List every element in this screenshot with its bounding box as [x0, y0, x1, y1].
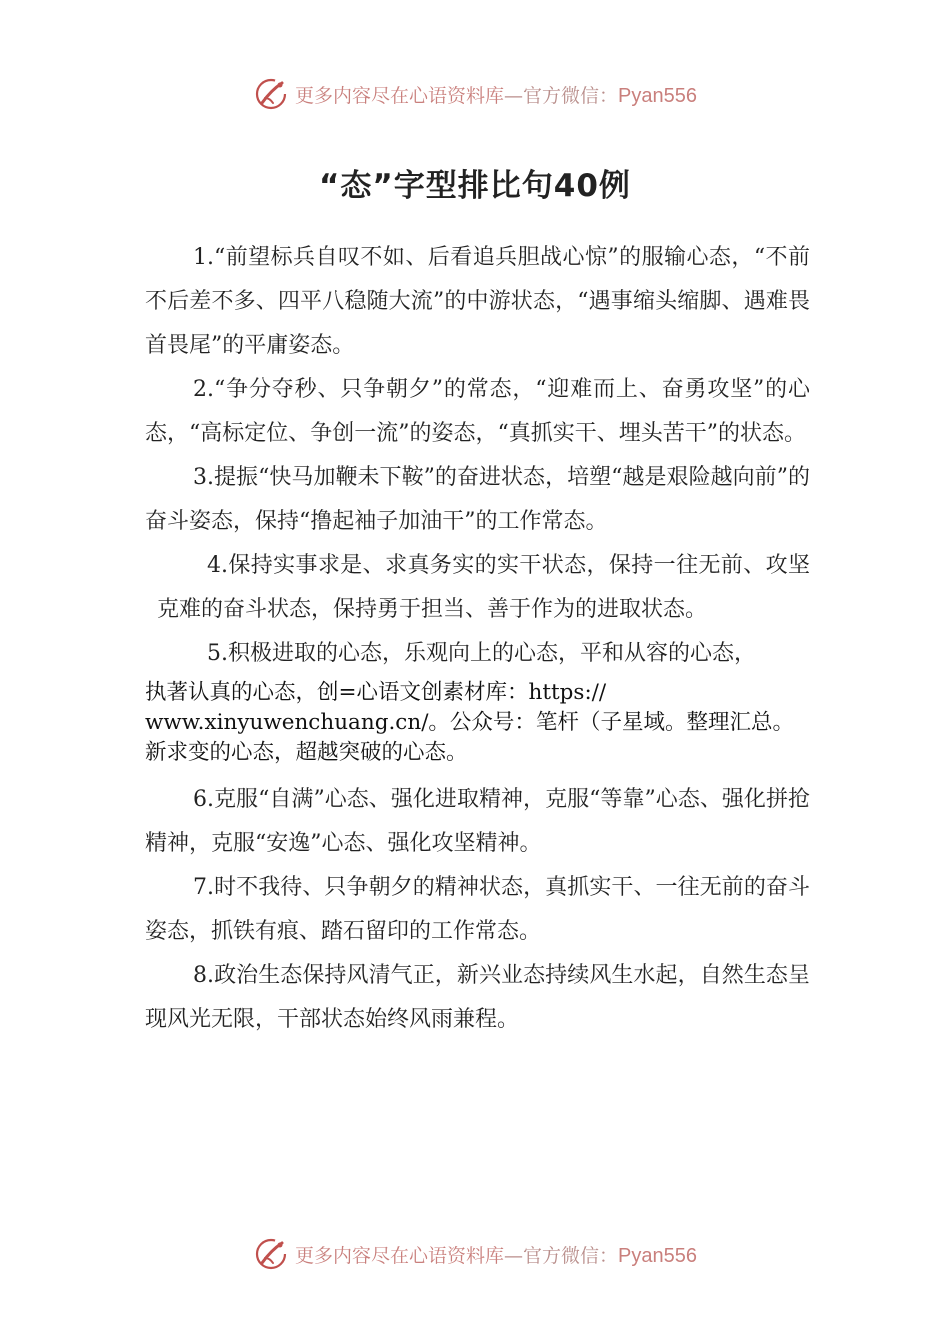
inserted-watermark-block	[145, 676, 865, 778]
footer-banner-wechat-label: 官方微信：	[523, 1244, 619, 1267]
header-banner-account: Pyan556	[618, 84, 697, 107]
brush-logo-icon	[253, 1236, 289, 1272]
inserted-line-1: 执著认真的心态，创=心语文创素材库：https://	[145, 680, 607, 705]
footer-banner-separator: —	[504, 1244, 524, 1267]
inserted-line-3: 新求变的心态，超越突破的心态。	[145, 740, 468, 765]
paragraph-5: 5.积极进取的心态，乐观向上的心态，平和从容的心态，	[207, 641, 756, 666]
paragraph-8: 8.政治生态保持风清气正，新兴业态持续风生水起，自然生态呈现风光无限，干部状态始终风雨兼程。	[145, 963, 810, 1032]
header-banner-separator: —	[504, 84, 524, 107]
paragraph-7: 7.时不我待、只争朝夕的精神状态，真抓实干、一往无前的奋斗姿态，抓铁有痕、踏石留印的工作常态。	[145, 875, 810, 944]
inserted-line-2: www.xinyuwenchuang.cn/。公众号：笔杆（子星域。整理汇总。	[145, 710, 794, 735]
paragraph-3: 3.提振“快马加鞭未下鞍”的奋进状态，培塑“越是艰险越向前”的奋斗姿态，保持“撸起袖子加油干”的工作常态。	[145, 465, 810, 534]
paragraph-6: 6.克服“自满”心态、强化进取精神，克服“等靠”心态、强化拼抢精神，克服“安逸”心态、强化攻坚精神。	[145, 787, 810, 856]
paragraph-1: 1.“前望标兵自叹不如、后看追兵胆战心惊”的服输心态，“不前不后差不多、四平八稳随大流”的中游状态，“遇事缩头缩脚、遇难畏首畏尾”的平庸姿态。	[145, 245, 810, 358]
footer-banner-title: 更多内容尽在心语资料库	[295, 1244, 505, 1267]
footer-banner-account: Pyan556	[618, 1244, 697, 1267]
document-body	[145, 236, 810, 1042]
paragraph-2: 2.“争分夺秒、只争朝夕”的常态，“迎难而上、奋勇攻坚”的心态，“高标定位、争创一流”的姿态，“真抓实干、埋头苦干”的状态。	[145, 377, 810, 446]
header-banner-wechat-label: 官方微信：	[523, 84, 619, 107]
paragraph-4: 4.保持实事求是、求真务实的实干状态，保持一往无前、攻坚克难的奋斗状态，保持勇于担当、善于作为的进取状态。	[157, 553, 810, 622]
header-banner-text	[295, 81, 697, 108]
footer-banner	[0, 1234, 950, 1274]
brush-logo-icon	[253, 76, 289, 112]
page-title: “态”字型排比句40例	[319, 168, 631, 204]
header-banner	[0, 74, 950, 114]
header-banner-title: 更多内容尽在心语资料库	[295, 84, 505, 107]
footer-banner-text	[295, 1241, 697, 1268]
